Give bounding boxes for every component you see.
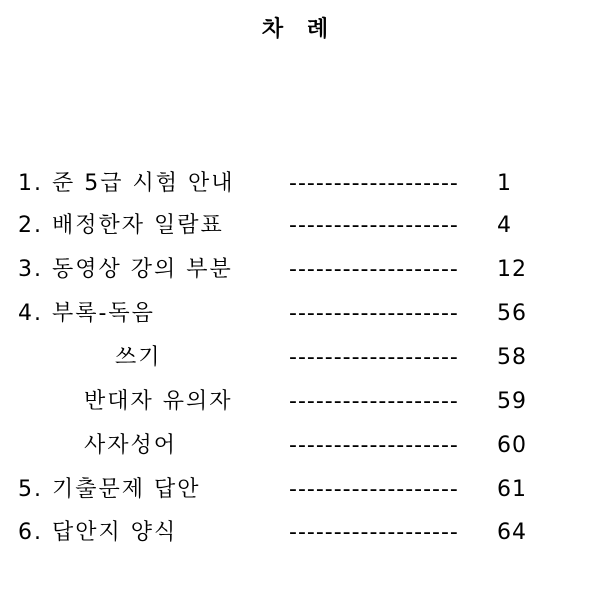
toc-leader: ------------------- bbox=[289, 345, 459, 370]
toc-entry bbox=[0, 472, 598, 508]
toc-leader: ------------------- bbox=[289, 520, 459, 545]
toc-leader: ------------------- bbox=[289, 477, 459, 502]
toc-entry bbox=[0, 208, 598, 244]
toc-entry-label: 1. 준 5급 시험 안내 bbox=[18, 171, 235, 196]
toc-page-number: 60 bbox=[497, 433, 527, 458]
toc-entry-label: 4. 부록-독음 bbox=[18, 301, 155, 326]
toc-entry-label: 쓰기 bbox=[115, 345, 162, 370]
toc-leader: ------------------- bbox=[289, 171, 459, 196]
toc-entry bbox=[0, 166, 598, 202]
toc-subentry bbox=[0, 384, 598, 420]
toc-subentry bbox=[0, 340, 598, 376]
toc-entry-label: 사자성어 bbox=[84, 433, 178, 458]
toc-entry-label: 5. 기출문제 답안 bbox=[18, 477, 201, 502]
toc-page-number: 12 bbox=[497, 257, 527, 282]
toc-leader: ------------------- bbox=[289, 257, 459, 282]
toc-entry-label: 6. 답안지 양식 bbox=[18, 520, 178, 545]
toc-page-number: 61 bbox=[497, 477, 527, 502]
toc-subentry bbox=[0, 428, 598, 464]
toc-page-number: 59 bbox=[497, 389, 527, 414]
toc-page-number: 1 bbox=[497, 171, 512, 196]
toc-page-number: 56 bbox=[497, 301, 527, 326]
toc-leader: ------------------- bbox=[289, 301, 459, 326]
toc-entry-label: 2. 배정한자 일람표 bbox=[18, 213, 224, 238]
toc-page-number: 64 bbox=[497, 520, 527, 545]
toc-entry bbox=[0, 515, 598, 551]
toc-entry-label: 3. 동영상 강의 부분 bbox=[18, 257, 233, 282]
toc-page-number: 4 bbox=[497, 213, 512, 238]
toc-leader: ------------------- bbox=[289, 433, 459, 458]
toc-entry bbox=[0, 296, 598, 332]
toc-page-number: 58 bbox=[497, 345, 527, 370]
page-title: 차 례 bbox=[261, 17, 337, 42]
toc-leader: ------------------- bbox=[289, 213, 459, 238]
toc-leader: ------------------- bbox=[289, 389, 459, 414]
toc-entry-label: 반대자 유의자 bbox=[84, 389, 233, 414]
toc-entry bbox=[0, 252, 598, 288]
